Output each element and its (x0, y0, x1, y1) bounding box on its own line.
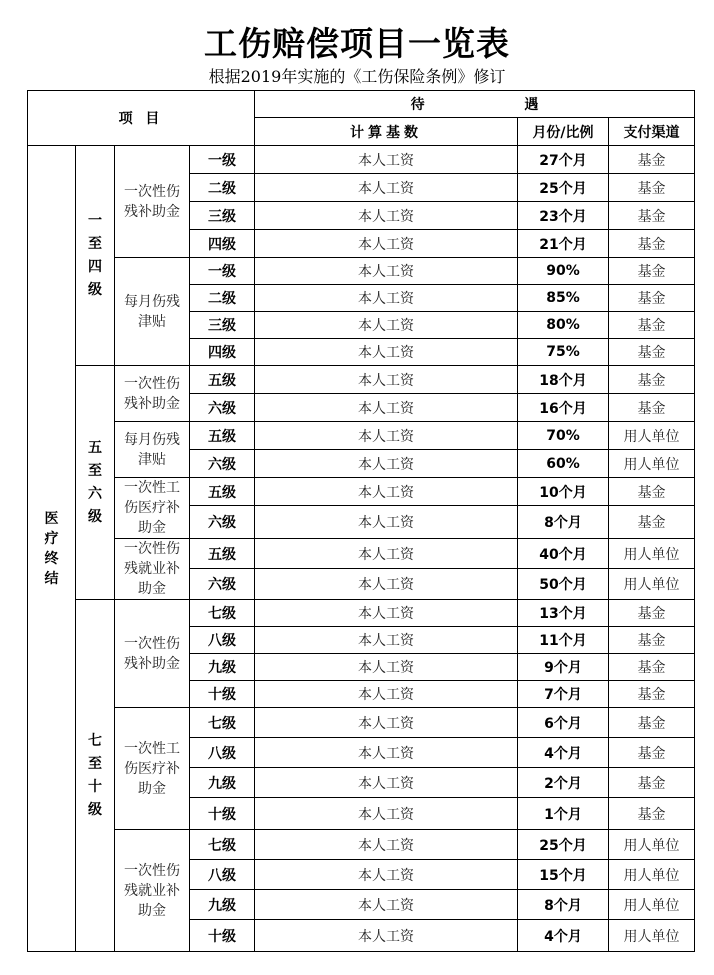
cell-grade: 五级 (190, 366, 255, 394)
cell-ratio: 85% (518, 285, 609, 312)
page-title: 工伤赔偿项目一览表 (204, 24, 510, 63)
cell-basis: 本人工资 (255, 230, 518, 258)
cell-basis: 本人工资 (255, 285, 518, 312)
cell-ratio: 60% (518, 450, 609, 478)
cell-ratio: 13个月 (518, 600, 609, 627)
cell-basis: 本人工资 (255, 539, 518, 569)
cell-grade: 十级 (190, 920, 255, 952)
cell-grade: 十级 (190, 681, 255, 708)
cell-basis: 本人工资 (255, 339, 518, 366)
cell-basis: 本人工资 (255, 738, 518, 768)
header-treatment (255, 91, 695, 118)
cell-channel: 用人单位 (609, 860, 695, 890)
subcategory-lump-sum (115, 366, 190, 422)
cell-basis: 本人工资 (255, 654, 518, 681)
cell-basis: 本人工资 (255, 708, 518, 738)
cell-channel: 基金 (609, 258, 695, 285)
cell-basis: 本人工资 (255, 366, 518, 394)
table-row (28, 478, 695, 506)
cell-basis: 本人工资 (255, 768, 518, 798)
cell-basis: 本人工资 (255, 600, 518, 627)
subcategory-lump-sum-label: 一次性伤残补助金 (124, 635, 180, 672)
category-group-1-4-label: 一至四级 (87, 212, 102, 298)
cell-grade: 九级 (190, 654, 255, 681)
cell-ratio: 75% (518, 339, 609, 366)
cell-grade: 三级 (190, 202, 255, 230)
table-row (28, 539, 695, 569)
cell-channel: 基金 (609, 174, 695, 202)
cell-grade: 四级 (190, 230, 255, 258)
cell-ratio: 15个月 (518, 860, 609, 890)
page-subtitle: 根据2019年实施的《工伤保险条例》修订 (208, 67, 506, 86)
cell-channel: 基金 (609, 366, 695, 394)
cell-grade: 一级 (190, 146, 255, 174)
cell-basis: 本人工资 (255, 450, 518, 478)
cell-ratio: 16个月 (518, 394, 609, 422)
cell-ratio: 25个月 (518, 174, 609, 202)
cell-channel: 基金 (609, 230, 695, 258)
subcategory-employment-label: 一次性伤残就业补助金 (124, 541, 180, 597)
cell-ratio: 70% (518, 422, 609, 450)
cell-channel: 用人单位 (609, 539, 695, 569)
table-row (28, 366, 695, 394)
cell-basis: 本人工资 (255, 681, 518, 708)
cell-ratio: 27个月 (518, 146, 609, 174)
cell-ratio: 50个月 (518, 569, 609, 600)
cell-channel: 基金 (609, 600, 695, 627)
cell-channel: 基金 (609, 146, 695, 174)
cell-ratio: 90% (518, 258, 609, 285)
compensation-table (27, 90, 695, 952)
header-treatment-right: 遇 (524, 97, 539, 113)
cell-grade: 八级 (190, 738, 255, 768)
cell-basis: 本人工资 (255, 920, 518, 952)
subcategory-monthly (115, 422, 190, 478)
subcategory-lump-sum (115, 146, 190, 258)
cell-basis: 本人工资 (255, 258, 518, 285)
cell-channel: 基金 (609, 312, 695, 339)
cell-grade: 七级 (190, 830, 255, 860)
cell-basis: 本人工资 (255, 312, 518, 339)
cell-grade: 六级 (190, 506, 255, 539)
cell-channel: 用人单位 (609, 450, 695, 478)
cell-basis: 本人工资 (255, 394, 518, 422)
cell-basis: 本人工资 (255, 798, 518, 830)
cell-basis: 本人工资 (255, 422, 518, 450)
cell-basis: 本人工资 (255, 146, 518, 174)
subcategory-medical-label: 一次性工伤医疗补助金 (124, 740, 180, 797)
cell-ratio: 8个月 (518, 506, 609, 539)
cell-grade: 五级 (190, 539, 255, 569)
cell-ratio: 4个月 (518, 738, 609, 768)
cell-channel: 基金 (609, 738, 695, 768)
category-medical-label: 医疗终结 (44, 510, 59, 587)
table-row (28, 146, 695, 174)
cell-grade: 六级 (190, 569, 255, 600)
cell-ratio: 1个月 (518, 798, 609, 830)
cell-channel: 基金 (609, 768, 695, 798)
cell-channel: 基金 (609, 654, 695, 681)
cell-ratio: 80% (518, 312, 609, 339)
cell-channel: 基金 (609, 202, 695, 230)
subcategory-lump-sum-label: 一次性伤残补助金 (124, 375, 180, 412)
cell-ratio: 6个月 (518, 708, 609, 738)
category-group-5-6-label: 五至六级 (87, 439, 102, 525)
cell-ratio: 2个月 (518, 768, 609, 798)
subcategory-employment (115, 830, 190, 952)
header-ratio: 月份/比例 (518, 118, 609, 146)
cell-channel: 用人单位 (609, 422, 695, 450)
cell-ratio: 9个月 (518, 654, 609, 681)
cell-grade: 十级 (190, 798, 255, 830)
cell-basis: 本人工资 (255, 830, 518, 860)
cell-grade: 三级 (190, 312, 255, 339)
cell-grade: 二级 (190, 174, 255, 202)
category-medical (28, 146, 76, 952)
cell-grade: 一级 (190, 258, 255, 285)
cell-ratio: 8个月 (518, 890, 609, 920)
cell-basis: 本人工资 (255, 174, 518, 202)
cell-channel: 用人单位 (609, 890, 695, 920)
subcategory-monthly-label: 每月伤残津贴 (124, 431, 180, 468)
table-row (28, 708, 695, 738)
cell-grade: 九级 (190, 768, 255, 798)
cell-grade: 八级 (190, 860, 255, 890)
category-group-1-4 (76, 146, 115, 366)
cell-channel: 基金 (609, 798, 695, 830)
subcategory-employment-label: 一次性伤残就业补助金 (124, 862, 180, 919)
table-row (28, 600, 695, 627)
subcategory-lump-sum (115, 600, 190, 708)
header-channel: 支付渠道 (609, 118, 695, 146)
cell-grade: 七级 (190, 708, 255, 738)
cell-ratio: 40个月 (518, 539, 609, 569)
cell-channel: 基金 (609, 506, 695, 539)
subcategory-employment (115, 539, 190, 600)
cell-grade: 五级 (190, 478, 255, 506)
cell-basis: 本人工资 (255, 627, 518, 654)
subcategory-monthly (115, 258, 190, 366)
cell-channel: 基金 (609, 285, 695, 312)
cell-grade: 四级 (190, 339, 255, 366)
cell-ratio: 7个月 (518, 681, 609, 708)
cell-grade: 六级 (190, 450, 255, 478)
subcategory-monthly-label: 每月伤残津贴 (124, 293, 180, 330)
cell-grade: 八级 (190, 627, 255, 654)
cell-channel: 基金 (609, 708, 695, 738)
cell-ratio: 25个月 (518, 830, 609, 860)
cell-channel: 基金 (609, 627, 695, 654)
cell-channel: 用人单位 (609, 569, 695, 600)
cell-basis: 本人工资 (255, 860, 518, 890)
cell-channel: 基金 (609, 339, 695, 366)
category-group-5-6 (76, 366, 115, 600)
cell-grade: 五级 (190, 422, 255, 450)
header-item: 项 目 (28, 91, 255, 146)
subcategory-lump-sum-label: 一次性伤残补助金 (124, 183, 180, 220)
cell-basis: 本人工资 (255, 202, 518, 230)
table-row (28, 830, 695, 860)
category-group-7-10-label: 七至十级 (87, 732, 102, 818)
cell-channel: 用人单位 (609, 830, 695, 860)
cell-basis: 本人工资 (255, 478, 518, 506)
table-row (28, 258, 695, 285)
cell-basis: 本人工资 (255, 569, 518, 600)
cell-grade: 二级 (190, 285, 255, 312)
cell-grade: 七级 (190, 600, 255, 627)
subcategory-medical (115, 478, 190, 539)
cell-ratio: 23个月 (518, 202, 609, 230)
cell-grade: 六级 (190, 394, 255, 422)
header-basis: 计算基数 (255, 118, 518, 146)
header-treatment-left: 待 (410, 97, 425, 113)
cell-basis: 本人工资 (255, 890, 518, 920)
subcategory-medical-label: 一次性工伤医疗补助金 (124, 480, 180, 536)
cell-basis: 本人工资 (255, 506, 518, 539)
cell-channel: 基金 (609, 681, 695, 708)
cell-ratio: 21个月 (518, 230, 609, 258)
category-group-7-10 (76, 600, 115, 952)
cell-ratio: 10个月 (518, 478, 609, 506)
table-row (28, 422, 695, 450)
subcategory-medical (115, 708, 190, 830)
cell-channel: 基金 (609, 394, 695, 422)
cell-ratio: 4个月 (518, 920, 609, 952)
cell-channel: 基金 (609, 478, 695, 506)
cell-grade: 九级 (190, 890, 255, 920)
cell-ratio: 18个月 (518, 366, 609, 394)
cell-ratio: 11个月 (518, 627, 609, 654)
cell-channel: 用人单位 (609, 920, 695, 952)
